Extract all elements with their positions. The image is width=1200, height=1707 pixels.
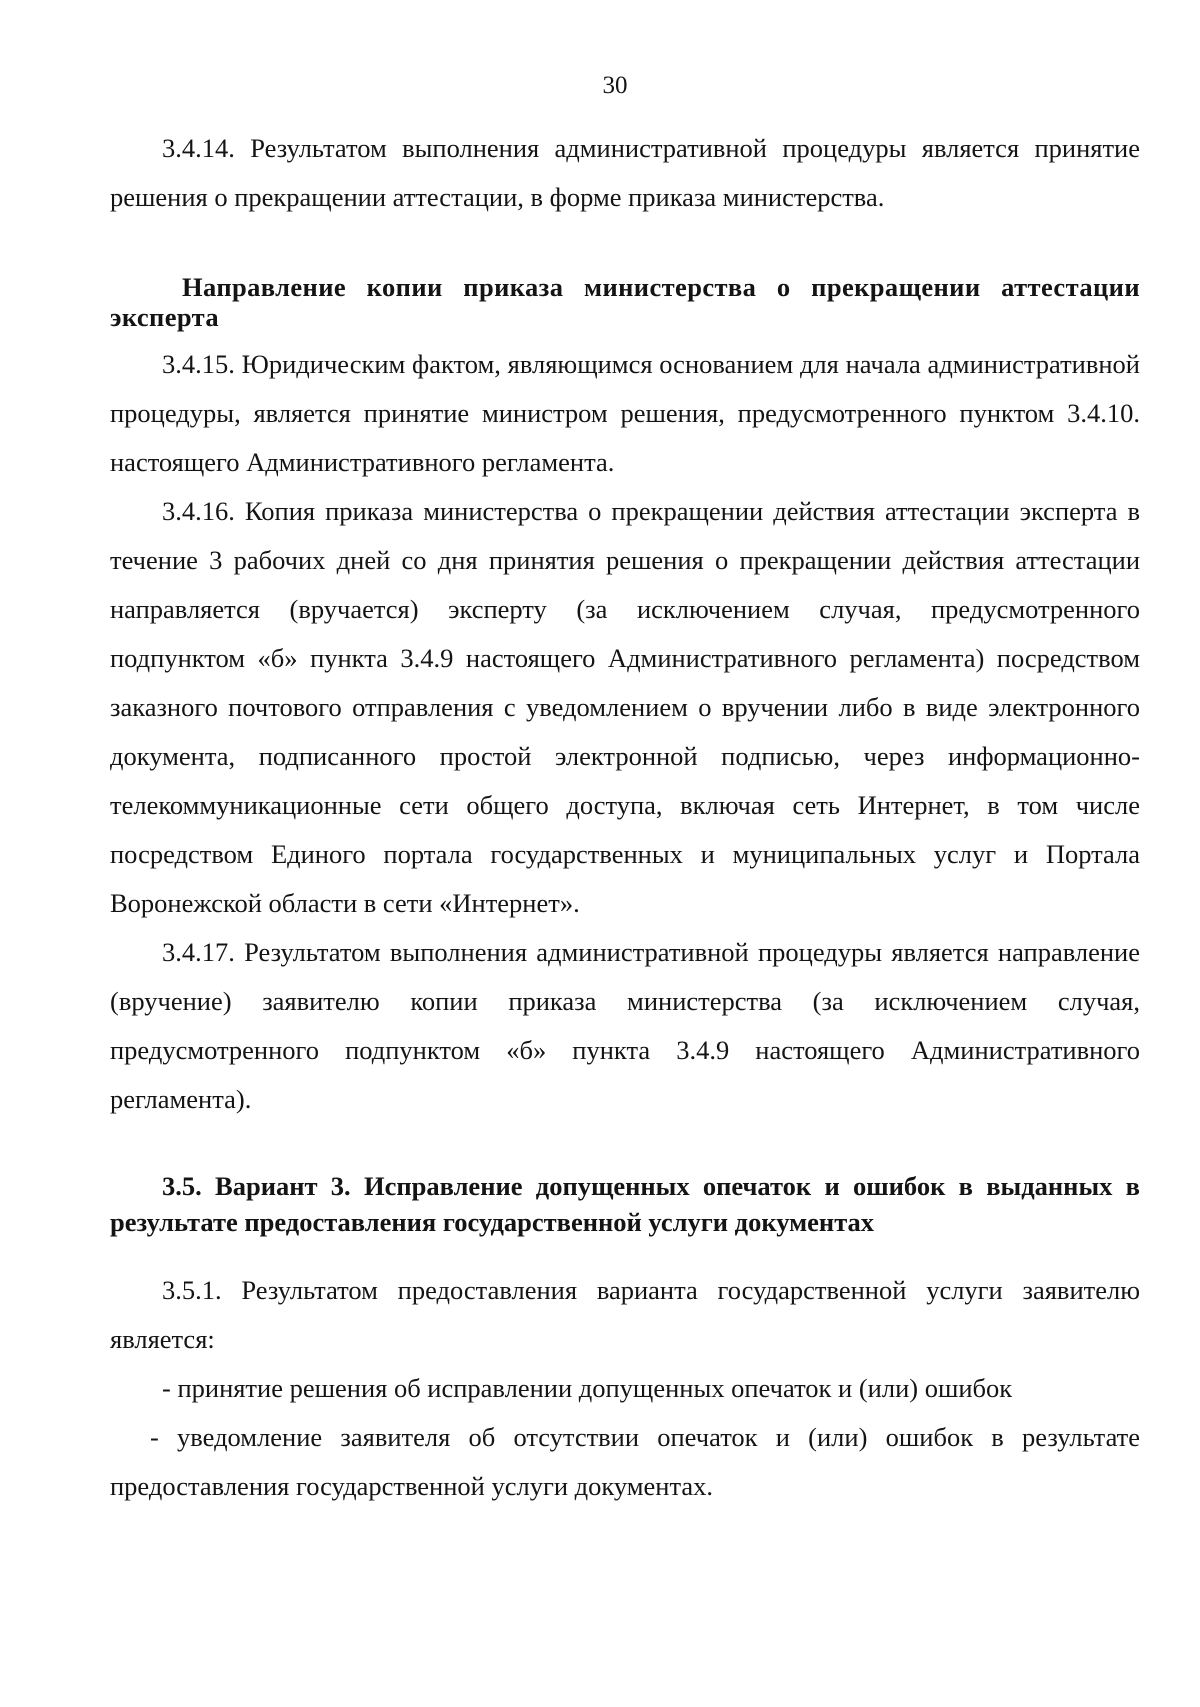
page-number: 30 [602,72,628,99]
paragraph-3-4-16: 3.4.16. Копия приказа министерства о прекращении действия аттестации эксперта в течение 3 рабочих дней со дня принятия решения о прекращении действия аттестации направляется (вручается) эксперту (за исключением случая, предусмотренного подпунктом «б» пункта 3.4.9 настоящего Административного регламента) посредством заказного почтового отправления с уведомлением о вручении либо в виде электронного документа, подписанного простой электронной подписью, через информационно-телекоммуникационные сети общего доступа, включая сеть Интернет, в том числе посредством Единого портала государственных и муниципальных услуг и Портала Воронежской области в сети «Интернет». [110,496,1140,918]
paragraph-3-5-1: 3.5.1. Результатом предоставления варианта государственной услуги заявителю является: [110,1275,1140,1354]
paragraph-3-4-15: 3.4.15. Юридическим фактом, являющимся основанием для начала административной процедуры, является принятие министром решения, предусмотренного пунктом 3.4.10. настоящего Административного регламента. [110,349,1140,477]
document-body [110,124,1140,1511]
section-heading-3-5: 3.5. Вариант 3. Исправление допущенных опечаток и ошибок в выданных в результате предоставления государственной услуги документах [110,1171,1140,1237]
list-item-notification: - уведомление заявителя об отсутствии опечаток и (или) ошибок в результате предоставления государственной услуги документах. [110,1422,1140,1501]
paragraph-3-4-14: 3.4.14. Результатом выполнения административной процедуры является принятие решения о прекращении аттестации, в форме приказа министерства. [110,133,1140,212]
paragraph-3-4-17: 3.4.17. Результатом выполнения административной процедуры является направление (вручение) заявителю копии приказа министерства (за исключением случая, предусмотренного подпунктом «б» пункта 3.4.9 настоящего Административного регламента). [110,937,1140,1114]
list-item-decision: - принятие решения об исправлении допущенных опечаток и (или) ошибок [162,1373,1013,1403]
section-heading-copy-order: Направление копии приказа министерства о прекращении аттестации эксперта [110,272,1140,332]
